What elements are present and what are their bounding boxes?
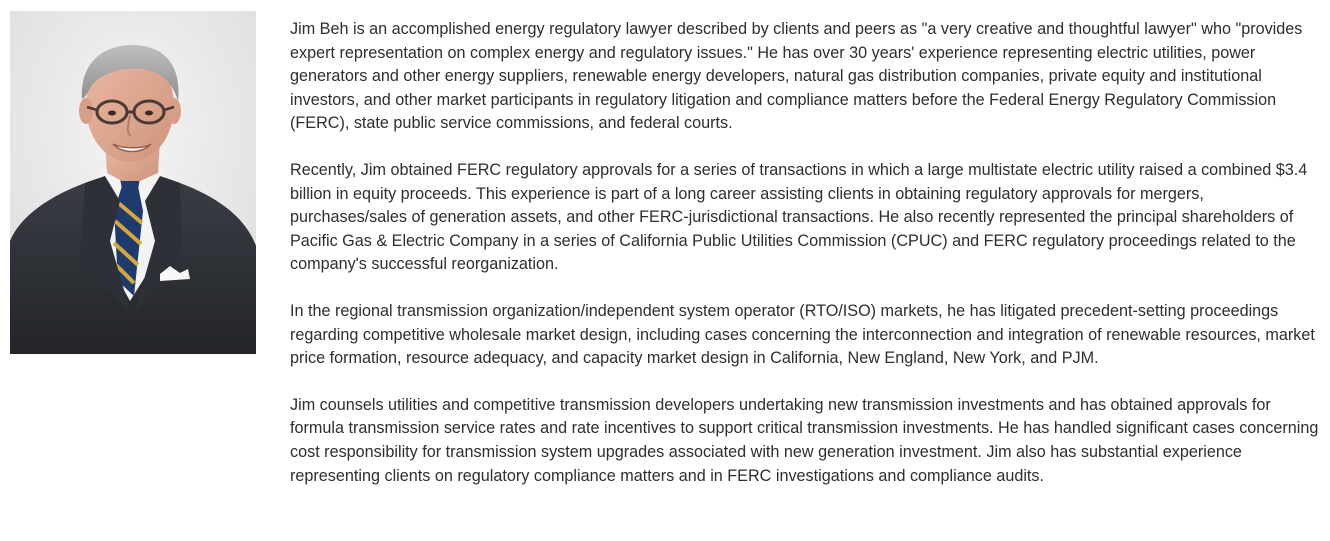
bio-paragraph: In the regional transmission organization/independent system operator (RTO/ISO) markets, he has litigated precedent-setting proceedings regarding competitive wholesale market design, including cases concerning the interconnection and integration of renewable resources, market price formation, resource adequacy, and capacity market design in California, New England, New York, and PJM.	[290, 301, 1315, 368]
biography	[290, 18, 1320, 511]
portrait-illustration	[10, 11, 256, 354]
profile-photo	[10, 11, 256, 354]
bio-paragraph: Recently, Jim obtained FERC regulatory approvals for a series of transactions in which a large multistate electric utility raised a combined $3.4 billion in equity proceeds. This experience is part of a long career assisting clients in obtaining regulatory approvals for mergers, purchases/sales of generation assets, and other FERC-jurisdictional transactions. He also recently represented the principal shareholders of Pacific Gas & Electric Company in a series of California Public Utilities Commission (CPUC) and FERC regulatory proceedings related to the company's successful reorganization.	[290, 160, 1308, 274]
bio-paragraph: Jim counsels utilities and competitive transmission developers undertaking new transmission investments and has obtained approvals for formula transmission service rates and rate incentives to support critical transmission investments. He has handled significant cases concerning cost responsibility for transmission system upgrades associated with new generation investment. Jim also has substantial experience representing clients on regulatory compliance matters and in FERC investigations and compliance audits.	[290, 395, 1319, 485]
bio-paragraph: Jim Beh is an accomplished energy regulatory lawyer described by clients and peers as "a very creative and thoughtful lawyer" who "provides expert representation on complex energy and regulatory issues." He has over 30 years' experience representing electric utilities, power generators and other energy suppliers, renewable energy developers, natural gas distribution companies, private equity and institutional investors, and other market participants in regulatory litigation and compliance matters before the Federal Energy Regulatory Commission (FERC), state public service commissions, and federal courts.	[290, 20, 1303, 133]
